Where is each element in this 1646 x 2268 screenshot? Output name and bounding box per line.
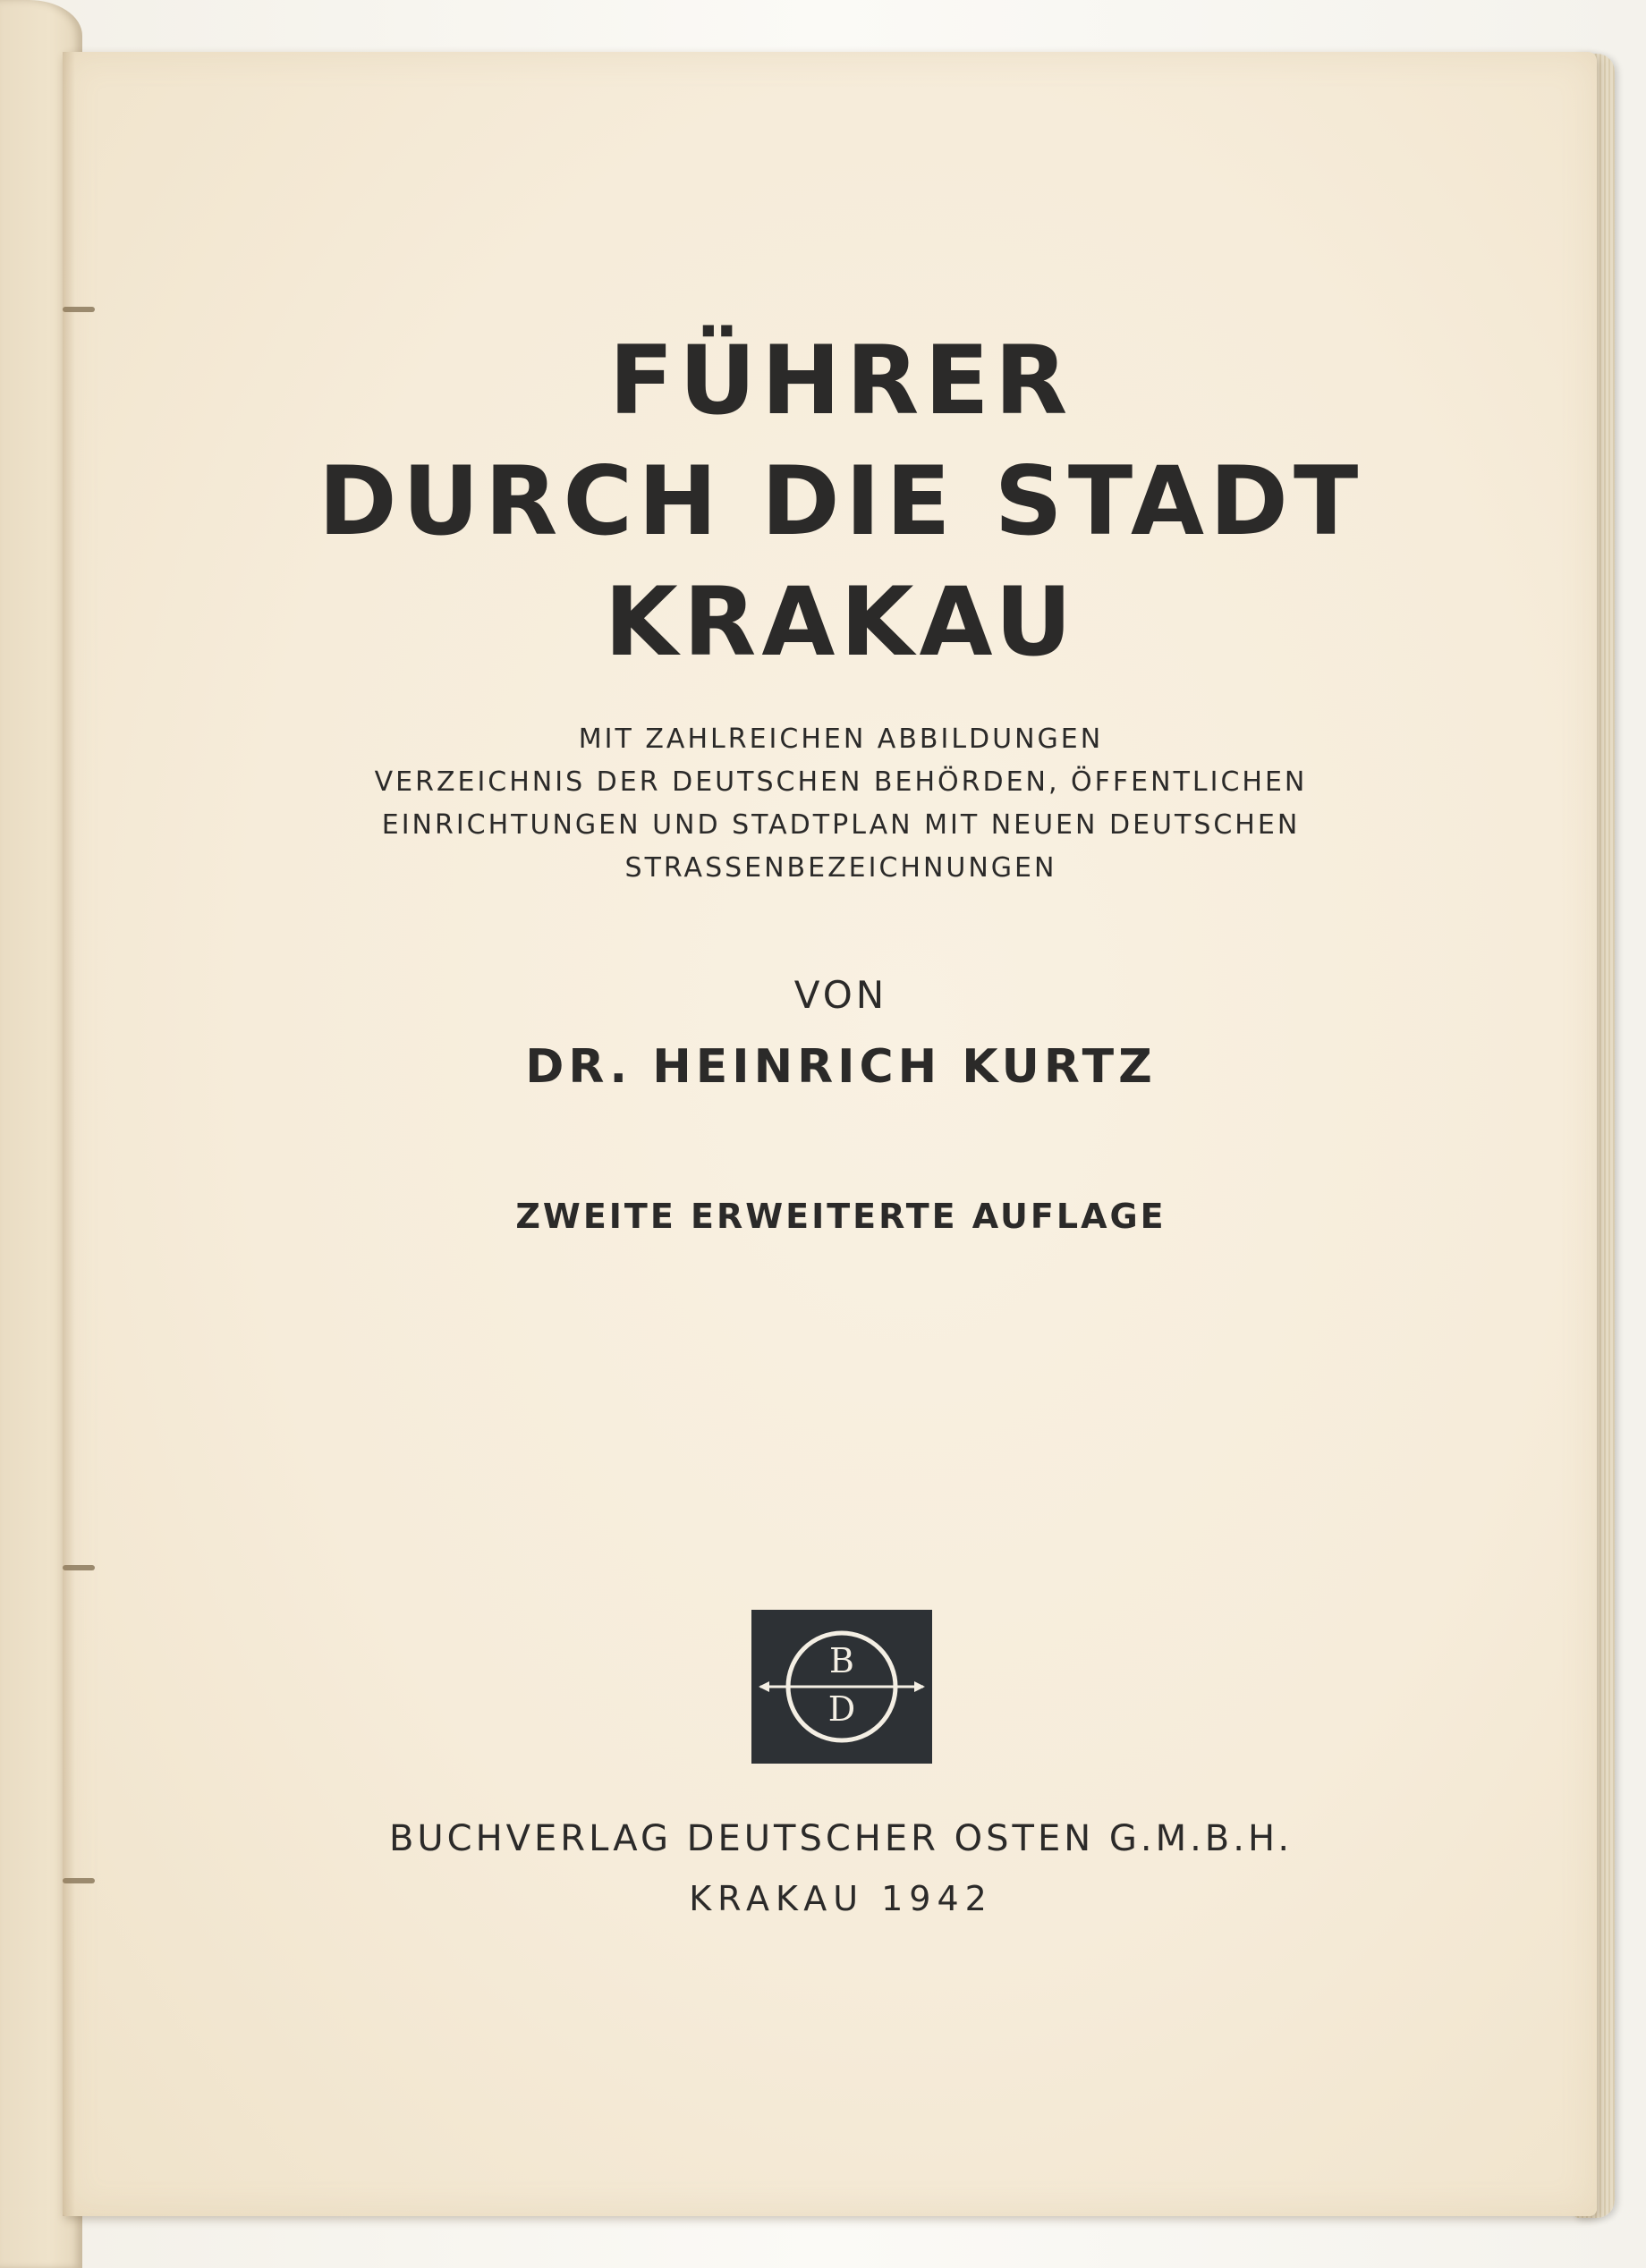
title-page [63, 52, 1597, 2216]
author-name: DR. HEINRICH KURTZ [525, 1040, 1157, 1094]
binding-stitch [63, 1565, 95, 1570]
title-line-2: DURCH DIE STADT [318, 446, 1364, 556]
subtitle-line-1: MIT ZAHLREICHEN ABBILDUNGEN [578, 724, 1104, 755]
subtitle-line-3: EINRICHTUNGEN UND STADTPLAN MIT NEUEN DEUTSCHEN [381, 809, 1301, 841]
publication-place-year: KRAKAU 1942 [689, 1879, 993, 1918]
publisher-logo [751, 1610, 932, 1764]
logo-letter-top: B [829, 1641, 854, 1680]
title-line-3: KRAKAU [604, 567, 1078, 677]
byline-von: VON [793, 973, 888, 1017]
edition-statement: ZWEITE ERWEITERTE AUFLAGE [515, 1197, 1167, 1236]
title-line-1: FÜHRER [608, 326, 1073, 436]
subtitle-line-4: STRASSENBEZEICHNUNGEN [624, 852, 1057, 884]
book-title [125, 320, 1557, 682]
publisher-name: BUCHVERLAG DEUTSCHER OSTEN G.M.B.H. [388, 1818, 1294, 1859]
binding-stitch [63, 1878, 95, 1883]
book-subtitle [125, 718, 1557, 890]
subtitle-line-2: VERZEICHNIS DER DEUTSCHEN BEHÖRDEN, ÖFFENTLICHEN [374, 766, 1308, 798]
logo-letter-bottom: D [827, 1689, 856, 1729]
publisher-logo-mark [751, 1610, 932, 1764]
binding-stitch [63, 307, 95, 312]
